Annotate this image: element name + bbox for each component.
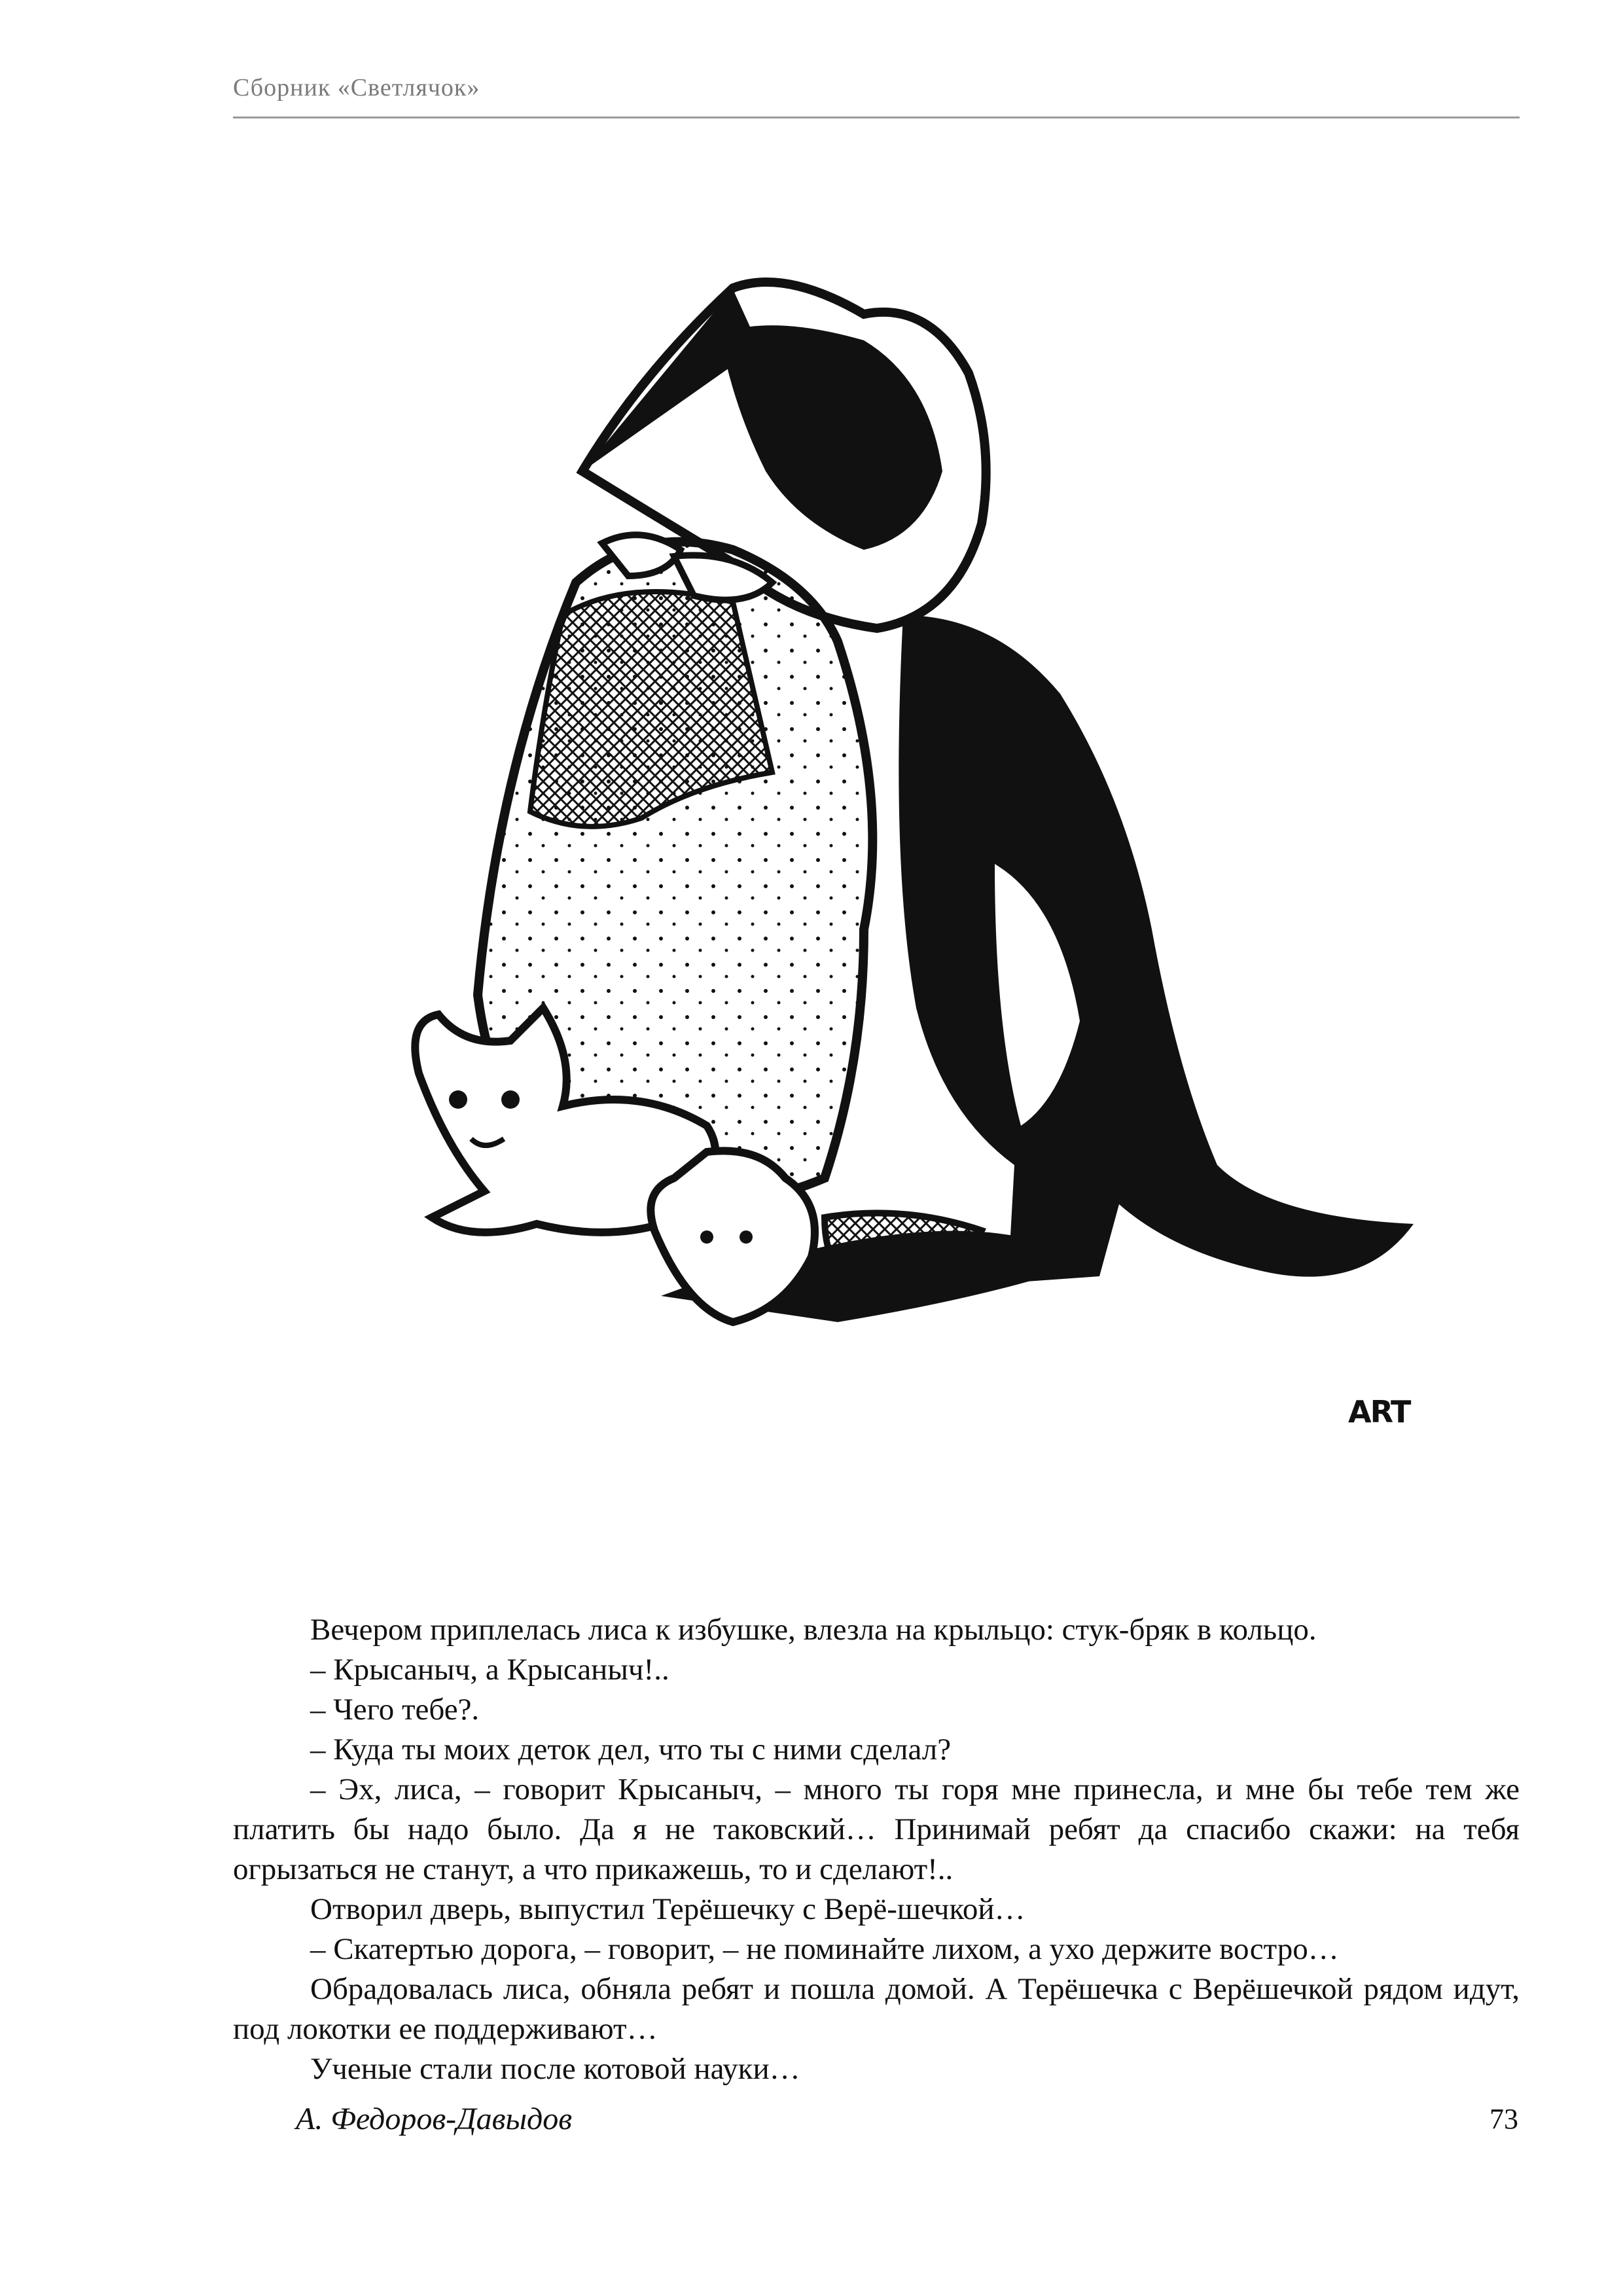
page-number: 73 — [1489, 2103, 1518, 2135]
paragraph: Отворил дверь, выпустил Терёшечку с Верё-шечкой… — [310, 1892, 1026, 1926]
story-text — [233, 1610, 1520, 2089]
paragraph: Ученые стали после котовой науки… — [310, 2052, 800, 2086]
paragraph: Вечером приплелась лиса к избушке, влезла на крыльцо: стук-бряк в кольцо. — [310, 1613, 1317, 1647]
running-title: Сборник «Светлячок» — [233, 74, 480, 101]
header-rule — [233, 117, 1520, 118]
paragraph: – Скатертью дорога, – говорит, – не поминайте лихом, а ухо держите востро… — [310, 1932, 1339, 1966]
paragraph: Обрадовалась лиса, обняла ребят и пошла домой. А Терёшечка с Верёшечкой рядом идут, под локотки ее поддерживают… — [233, 1972, 1520, 2046]
paragraph: – Эх, лиса, – говорит Крысаныч, – много ты горя мне принесла, и мне бы тебе тем же платить бы надо было. Да я не таковский… Принимай ребят да спасибо скажи: на тебя огрызаться не станут, а что прикажешь, то и сделают!.. — [233, 1772, 1520, 1886]
paragraph: – Чего тебе?. — [310, 1693, 480, 1727]
artist-signature: ART — [1348, 1394, 1410, 1429]
cat-with-kittens-illustration — [366, 275, 1492, 1479]
paragraph: – Крысаныч, а Крысаныч!.. — [310, 1653, 669, 1687]
mother-cat-body — [899, 615, 1414, 1283]
paragraph: – Куда ты моих деток дел, что ты с ними сделал? — [310, 1732, 952, 1767]
author-name: А. Федоров-Давыдов — [296, 2102, 573, 2136]
